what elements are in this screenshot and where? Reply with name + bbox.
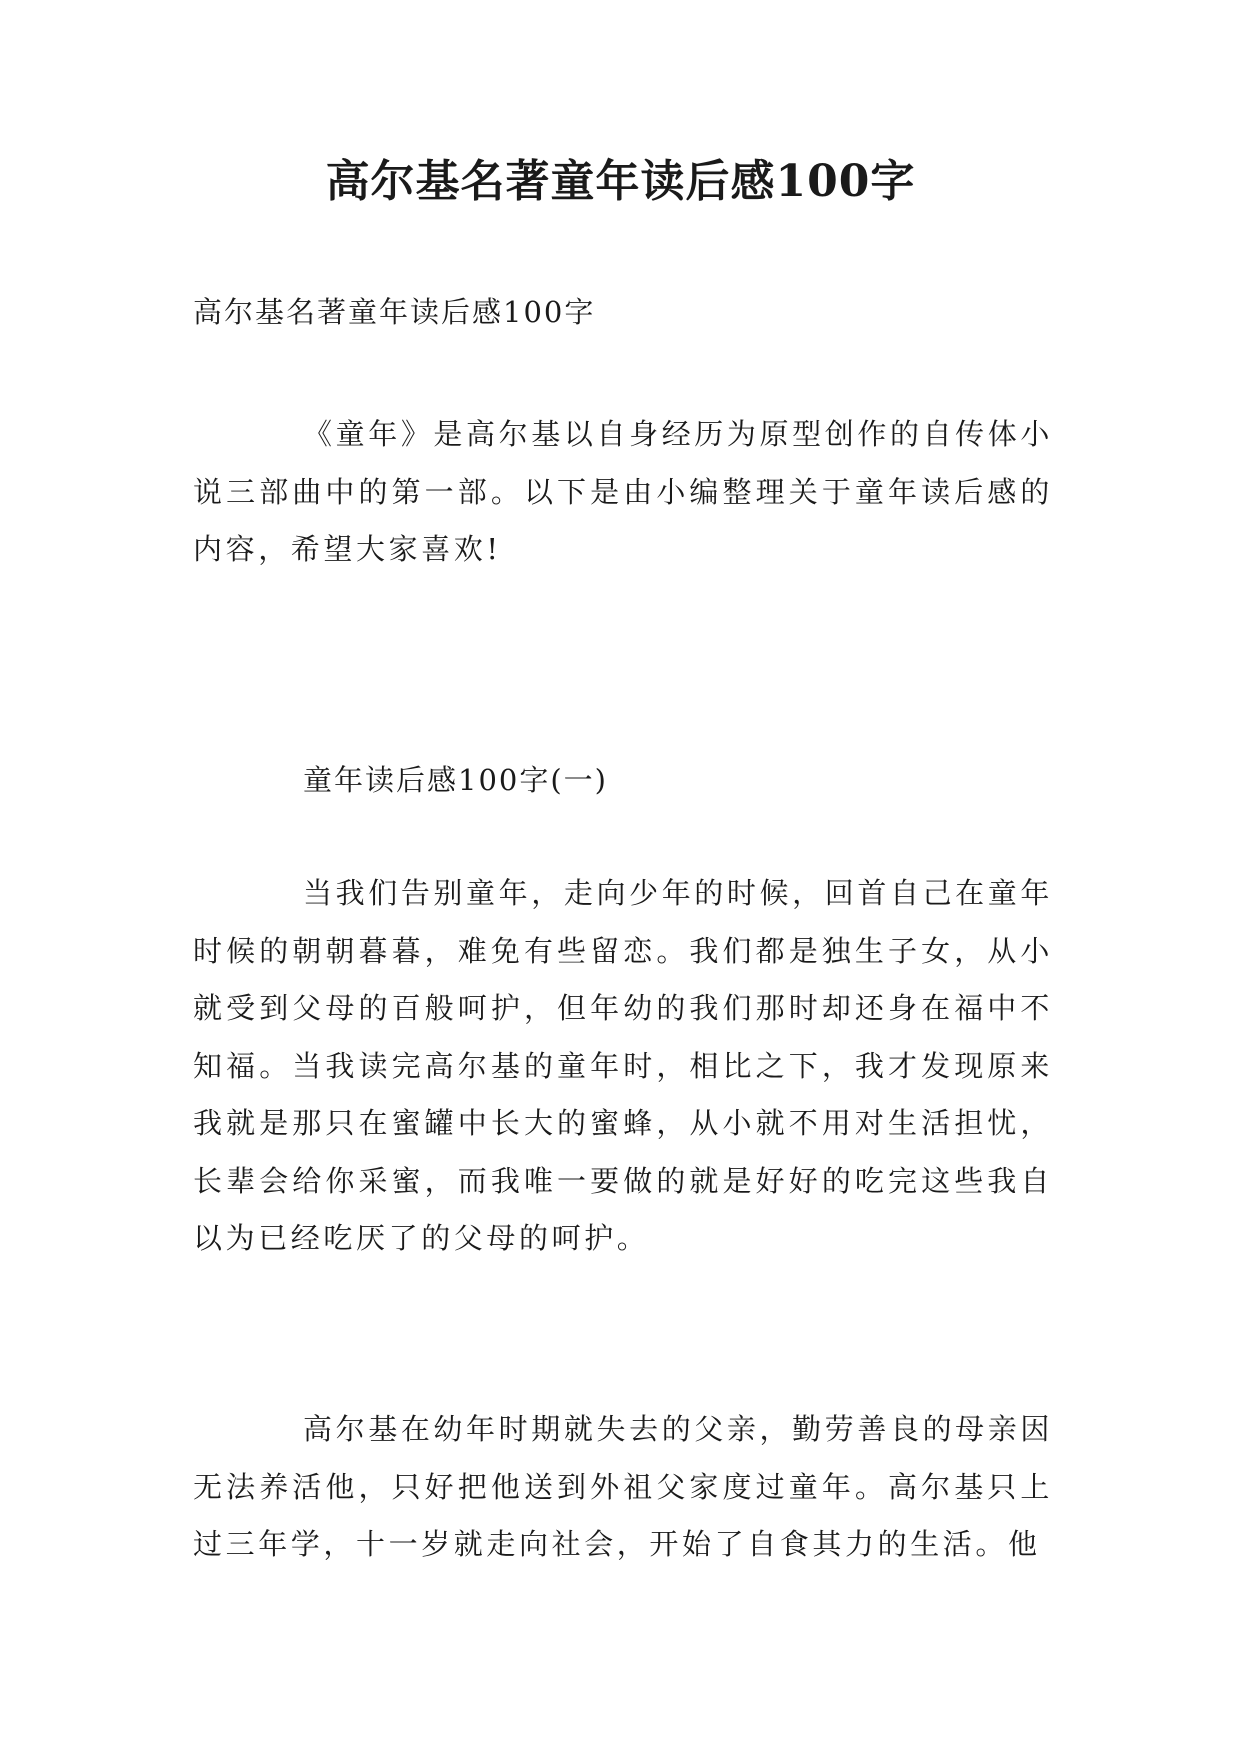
body-paragraph-2: 高尔基在幼年时期就失去的父亲，勤劳善良的母亲因无法养活他，只好把他送到外祖父家度过童年。高尔基只上过三年学，十一岁就走向社会，开始了自食其力的生活。他 bbox=[193, 1412, 1053, 1561]
body-paragraph-1: 当我们告别童年，走向少年的时候，回首自己在童年时候的朝朝暮暮，难免有些留恋。我们都是独生子女，从小就受到父母的百般呵护，但年幼的我们那时却还身在福中不知福。当我读完高尔基的童年时，相比之下，我才发现原来我就是那只在蜜罐中长大的蜜蜂，从小就不用对生活担忧，长辈会给你采蜜，而我唯一要做的就是好好的吃完这些我自以为已经吃厌了的父母的呵护。 bbox=[193, 876, 1053, 1255]
section-heading: 童年读后感100字(一) bbox=[303, 763, 608, 797]
document-subtitle: 高尔基名著童年读后感100字 bbox=[193, 295, 596, 329]
document-title: 高尔基名著童年读后感100字 bbox=[325, 156, 916, 207]
intro-paragraph: 《童年》是高尔基以自身经历为原型创作的自传体小说三部曲中的第一部。以下是由小编整理关于童年读后感的内容，希望大家喜欢! bbox=[193, 417, 1053, 566]
